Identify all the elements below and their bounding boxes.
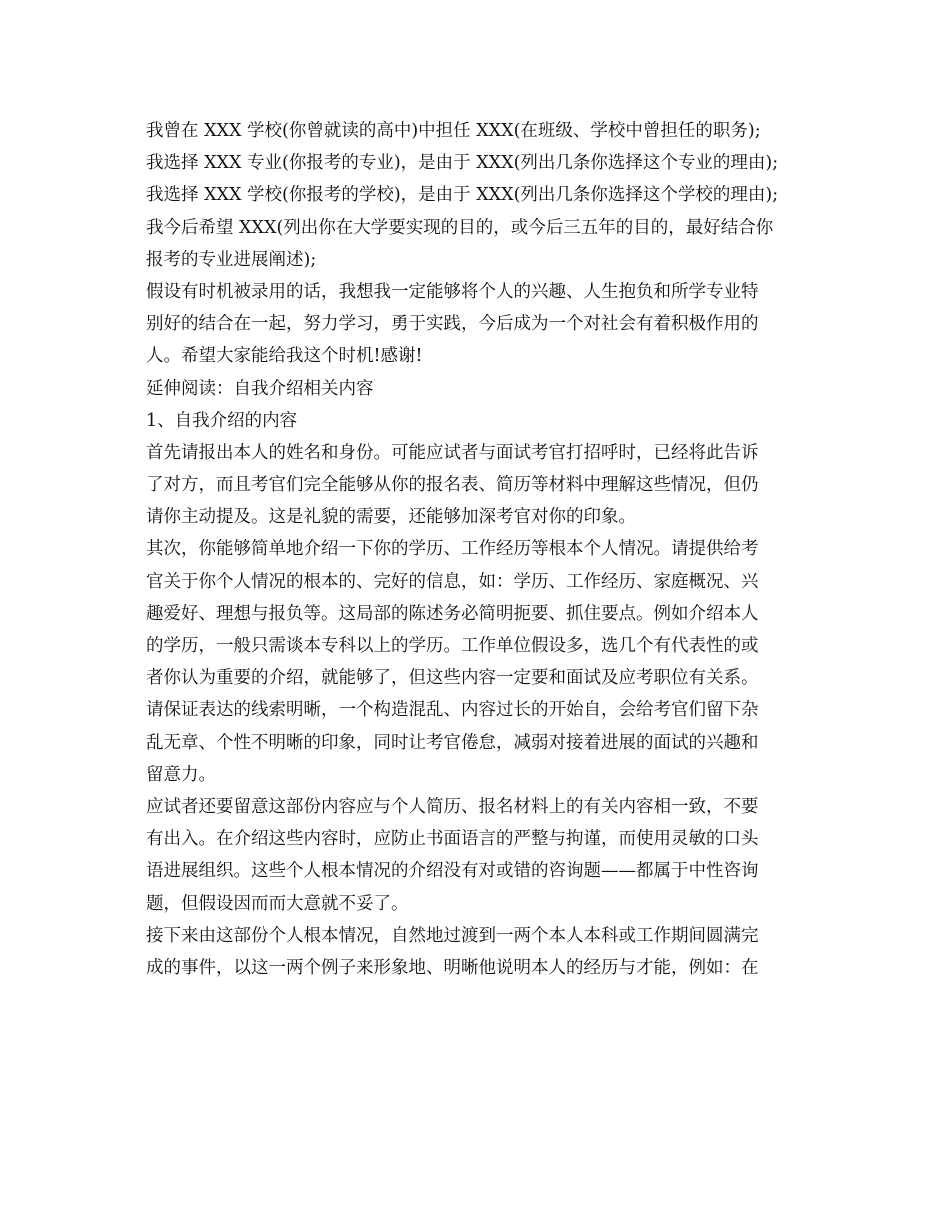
text-line: 乱无章、个性不明晰的印象，同时让考官倦怠，减弱对接着进展的面试的兴趣和 xyxy=(146,732,759,753)
text-line: 官关于你个人情况的根本的、完好的信息，如：学历、工作经历、家庭概况、兴 xyxy=(146,571,759,592)
text-line: 请你主动提及。这是礼貌的需要，还能够加深考官对你的印象。 xyxy=(146,507,636,528)
text-line: 假设有时机被录用的话，我想我一定能够将个人的兴趣、人生抱负和所学专业特 xyxy=(146,281,759,302)
text-line: 题，但假设因而而大意就不妥了。 xyxy=(146,893,409,914)
text-line: 报考的专业进展阐述); xyxy=(146,249,317,270)
text-line: 语进展组织。这些个人根本情况的介绍没有对或错的咨询题——都属于中性咨询 xyxy=(146,861,759,882)
subsection-heading: 1、自我介绍的内容 xyxy=(146,410,298,431)
text-line: 我今后希望 XXX(列出你在大学要实现的目的，或今后三五年的目的，最好结合你 xyxy=(146,217,774,238)
text-line: 请保证表达的线索明晰，一个构造混乱、内容过长的开始自，会给考官们留下杂 xyxy=(146,700,759,721)
text-line: 我曾在 XXX 学校(你曾就读的高中)中担任 XXX(在班级、学校中曾担任的职务); xyxy=(146,121,761,141)
text-line: 别好的结合在一起，努力学习，勇于实践，今后成为一个对社会有着积极作用的 xyxy=(146,314,759,335)
text-line: 者你认为重要的介绍，就能够了，但这些内容一定要和面试及应考职位有关系。 xyxy=(146,668,759,689)
text-line: 趣爱好、理想与报负等。这局部的陈述务必简明扼要、抓住要点。例如介绍本人 xyxy=(146,603,759,624)
text-line: 留意力。 xyxy=(146,764,216,785)
text-line: 首先请报出本人的姓名和身份。可能应试者与面试考官打招呼时，已经将此告诉 xyxy=(146,442,759,463)
text-line: 应试者还要留意这部份内容应与个人简历、报名材料上的有关内容相一致，不要 xyxy=(146,796,759,817)
text-line: 接下来由这部份个人根本情况，自然地过渡到一两个本人本科或工作期间圆满完 xyxy=(146,925,759,946)
text-line: 有出入。在介绍这些内容时，应防止书面语言的严整与拘谨，而使用灵敏的口头 xyxy=(146,829,759,850)
text-line: 其次，你能够简单地介绍一下你的学历、工作经历等根本个人情况。请提供给考 xyxy=(146,539,759,560)
document-body xyxy=(146,115,806,984)
text-line: 成的事件，以这一两个例子来形象地、明晰他说明本人的经历与才能，例如：在 xyxy=(146,957,759,978)
text-line: 我选择 XXX 学校(你报考的学校)，是由于 XXX(列出几条你选择这个学校的理由); xyxy=(146,185,779,206)
text-line: 人。希望大家能给我这个时机!感谢! xyxy=(146,346,423,367)
text-line: 了对方，而且考官们完全能够从你的报名表、简历等材料中理解这些情况，但仍 xyxy=(146,475,759,496)
section-heading: 延伸阅读：自我介绍相关内容 xyxy=(146,378,374,399)
text-line: 的学历，一般只需谈本专科以上的学历。工作单位假设多，选几个有代表性的或 xyxy=(146,636,759,656)
text-line: 我选择 XXX 专业(你报考的专业)，是由于 XXX(列出几条你选择这个专业的理由); xyxy=(146,153,779,174)
